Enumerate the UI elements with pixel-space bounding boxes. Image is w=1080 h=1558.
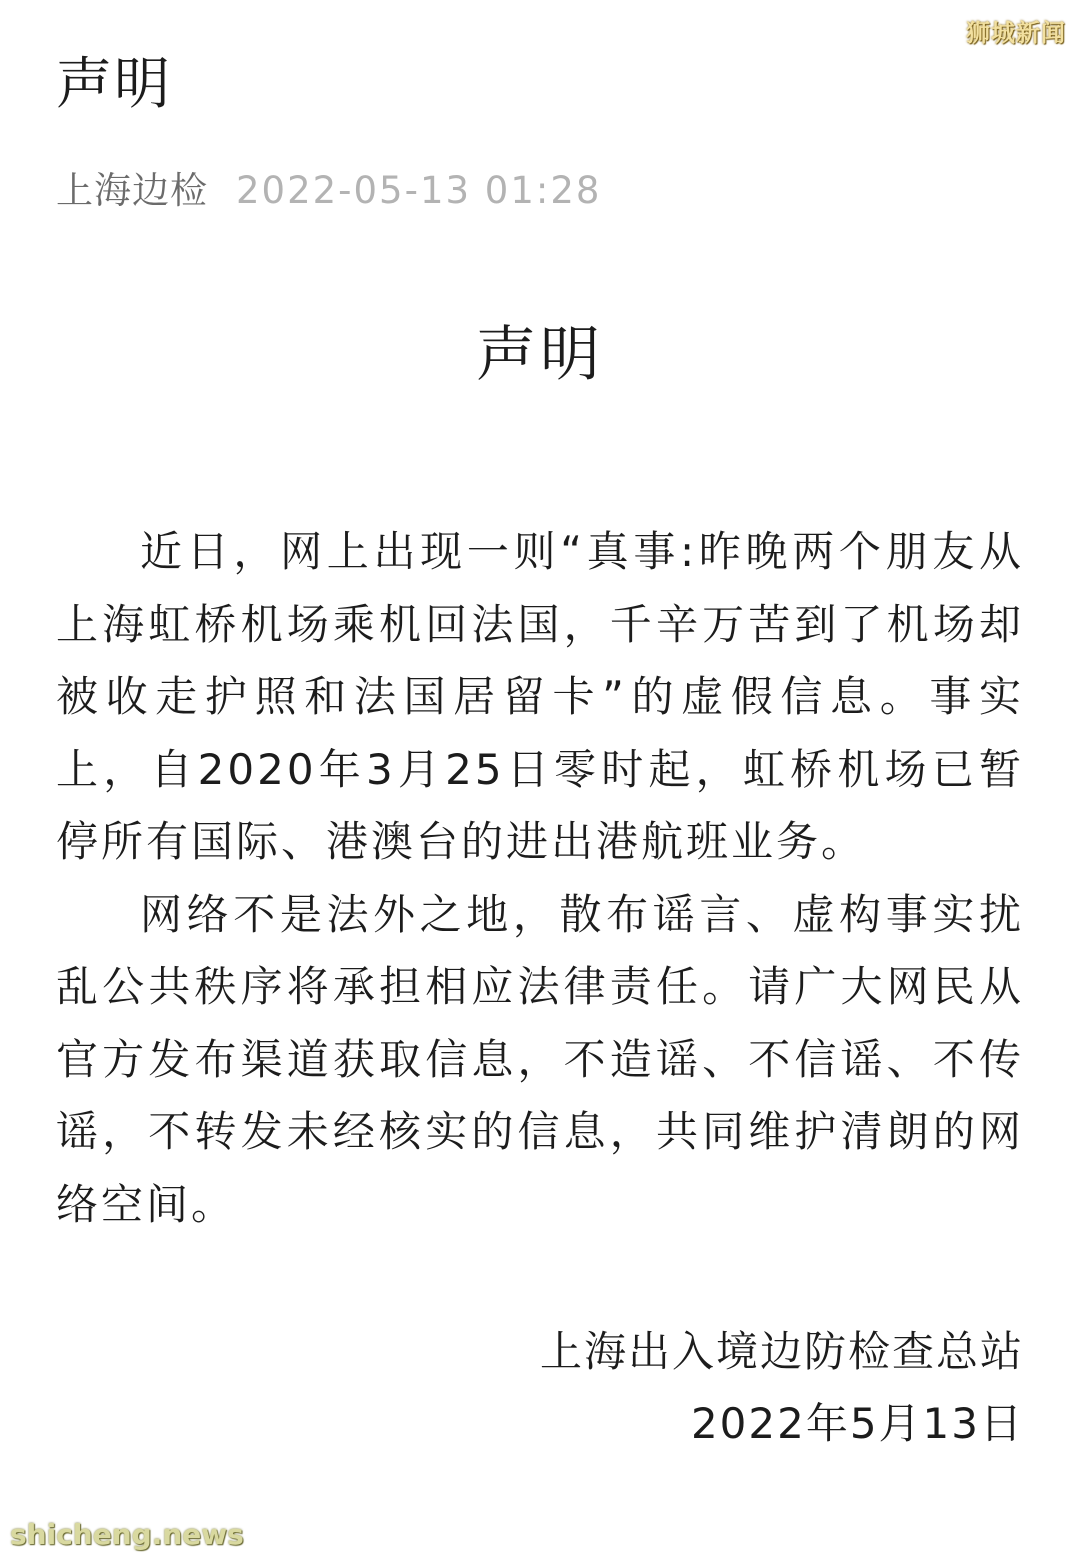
statement-title: 声明 [476,320,604,390]
signature-organization: 上海出入境边防检查总站 [539,1327,1024,1376]
article-title: 声明 [56,52,172,117]
signature-date: 2022年5月13日 [690,1399,1024,1448]
watermark-bottom-left: shicheng.news [10,1518,244,1551]
statement-body [56,516,1024,1241]
statement-paragraph-1: 近日，网上出现一则“真事:昨晚两个朋友从上海虹桥机场乘机回法国，千辛万苦到了机场却被收走护照和法国居留卡”的虚假信息。事实上，自2020年3月25日零时起，虹桥机场已暂停所有国际、港澳台的进出港航班业务。 [56,527,1024,866]
article-meta [56,166,601,216]
publish-time: 2022-05-13 01:28 [236,169,602,212]
watermark-top-right: 狮城新闻 [966,19,1066,47]
statement-signature [540,1316,1024,1460]
account-name[interactable]: 上海边检 [56,169,208,212]
statement-paragraph-2: 网络不是法外之地，散布谣言、虚构事实扰乱公共秩序将承担相应法律责任。请广大网民从官方发布渠道获取信息，不造谣、不信谣、不传谣，不转发未经核实的信息，共同维护清朗的网络空间。 [56,889,1024,1229]
